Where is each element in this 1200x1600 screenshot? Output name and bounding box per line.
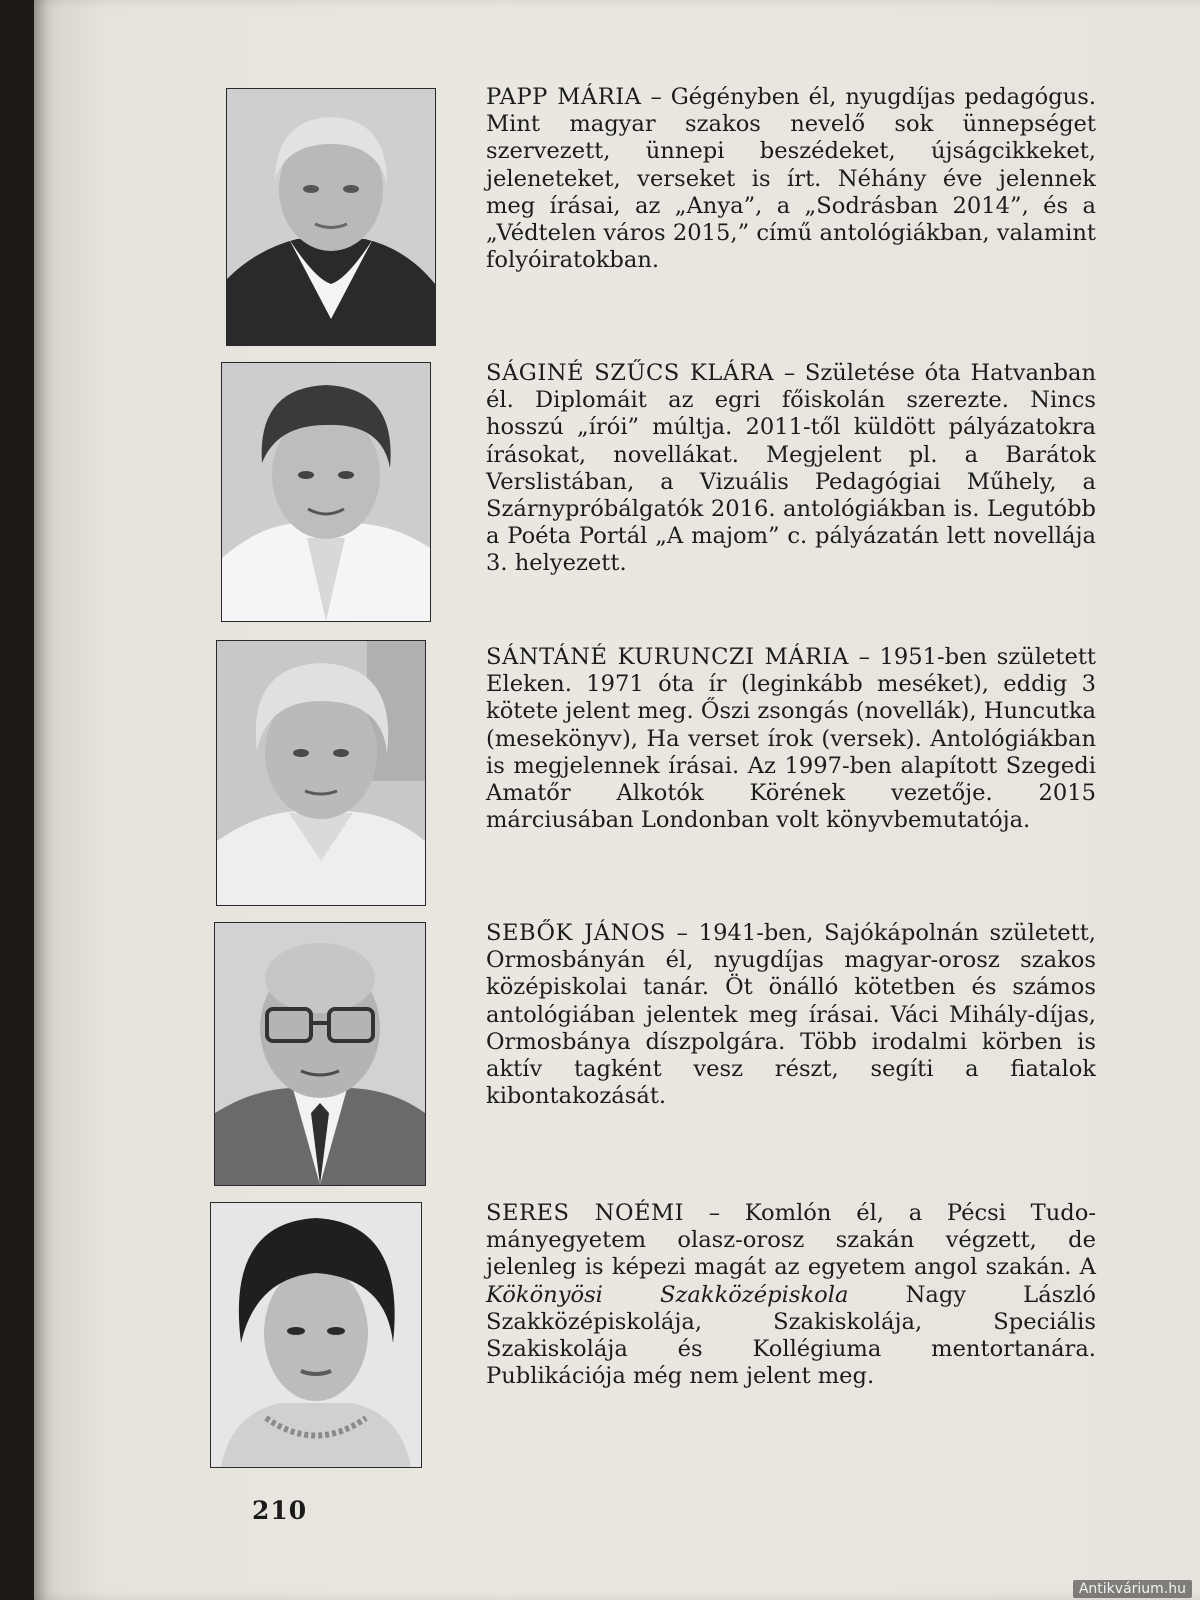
- bio-body: – Születése óta Hatvanban él. Diplomáit az egri főiskolán szerezte. Nincs hosszú „írói” múltja. 2011-től küldött pályázatokra írásokat, novellákat. Megjelent pl. a Barátok Verslistában, a Vizuális Pedagógiai Műhely, a Szárnypróbálgatók 2016. antológiákban is. Legutóbb a Poéta Portál „A majom” c. pályázatán lett novellája 3. helyezett.: [486, 360, 1097, 577]
- bio-body: – Gégényben él, nyugdíjas pedagógus. Mint magyar szakos nevelő sok ünnepséget szervezett, ünnepi beszédeket, újságcikkeket, jeleneteket, verseket is írt. Néhány éve jelennek meg írásai, az „Anya”, a „Sodrásban 2014”, és a „Védtelen város 2015,” című antológiákban, valamint folyóiratokban.: [486, 84, 1097, 274]
- portrait-photo-seres-noemi: [210, 1202, 422, 1468]
- bio-body: – 1951-ben született Eleken. 1971 óta ír (leginkább meséket), eddig 3 kötete jelent meg. Őszi zsongás (novellák), Huncutka (mesekönyv), Ha verset írok (versek). Antológiákban is megjelennek írásai. Az 1997-ben alapított Szegedi Amatőr Alkotók Körének vezetője. 2015 márciusában Londonban volt könyvbemutatója.: [486, 644, 1096, 834]
- bio-body: Nagy László Szakközépiskolája, Szakiskolája, Speciális Szakiskolája és Kollégiuma mentortanára. Publikációja még nem jelent meg.: [486, 1281, 1096, 1390]
- book-page: [34, 0, 1200, 1600]
- page-number: 210: [252, 1496, 308, 1525]
- watermark: Antikvárium.hu: [1073, 1580, 1192, 1598]
- portrait-photo-sagine-szucs-klara: [221, 362, 431, 622]
- bio-text-sagine-szucs-klara: [486, 360, 1096, 578]
- bio-text-sebok-janos: [486, 920, 1096, 1110]
- author-name: SEBŐK JÁNOS: [486, 920, 666, 946]
- portrait-photo-papp-maria: [226, 88, 436, 346]
- bio-text-santane-kurunczi-maria: [486, 644, 1096, 834]
- author-name: SERES NOÉMI: [486, 1200, 685, 1226]
- author-name: PAPP MÁRIA: [486, 84, 642, 110]
- bio-body: – 1941-ben, Sajókápolnán született, Ormosbányán él, nyugdíjas magyar-orosz szakos középiskolai tanár. Öt önálló kötetben és számos antológiában jelentek meg írásai. Váci Mihály-díjas, Ormosbánya díszpolgára. Több irodalmi körben is aktív tagként vesz részt, segíti a fiatalok kibontakozását.: [486, 920, 1096, 1110]
- author-name: SÁNTÁNÉ KURUNCZI MÁRIA: [486, 644, 849, 670]
- bio-body: – Komlón él, a Pécsi Tudományegyetem olasz-orosz szakán végzett, de jelenleg is képezi magát az egyetem angol szakán. A: [486, 1200, 1096, 1281]
- bio-text-papp-maria: [486, 84, 1096, 274]
- bio-italic-school: Kökönyösi Szakközépiskola: [486, 1281, 849, 1308]
- portrait-photo-santane-kurunczi-maria: [216, 640, 426, 906]
- author-name: SÁGINÉ SZŰCS KLÁRA: [486, 360, 775, 386]
- bio-text-seres-noemi: [486, 1200, 1096, 1390]
- portrait-photo-sebok-janos: [214, 922, 426, 1186]
